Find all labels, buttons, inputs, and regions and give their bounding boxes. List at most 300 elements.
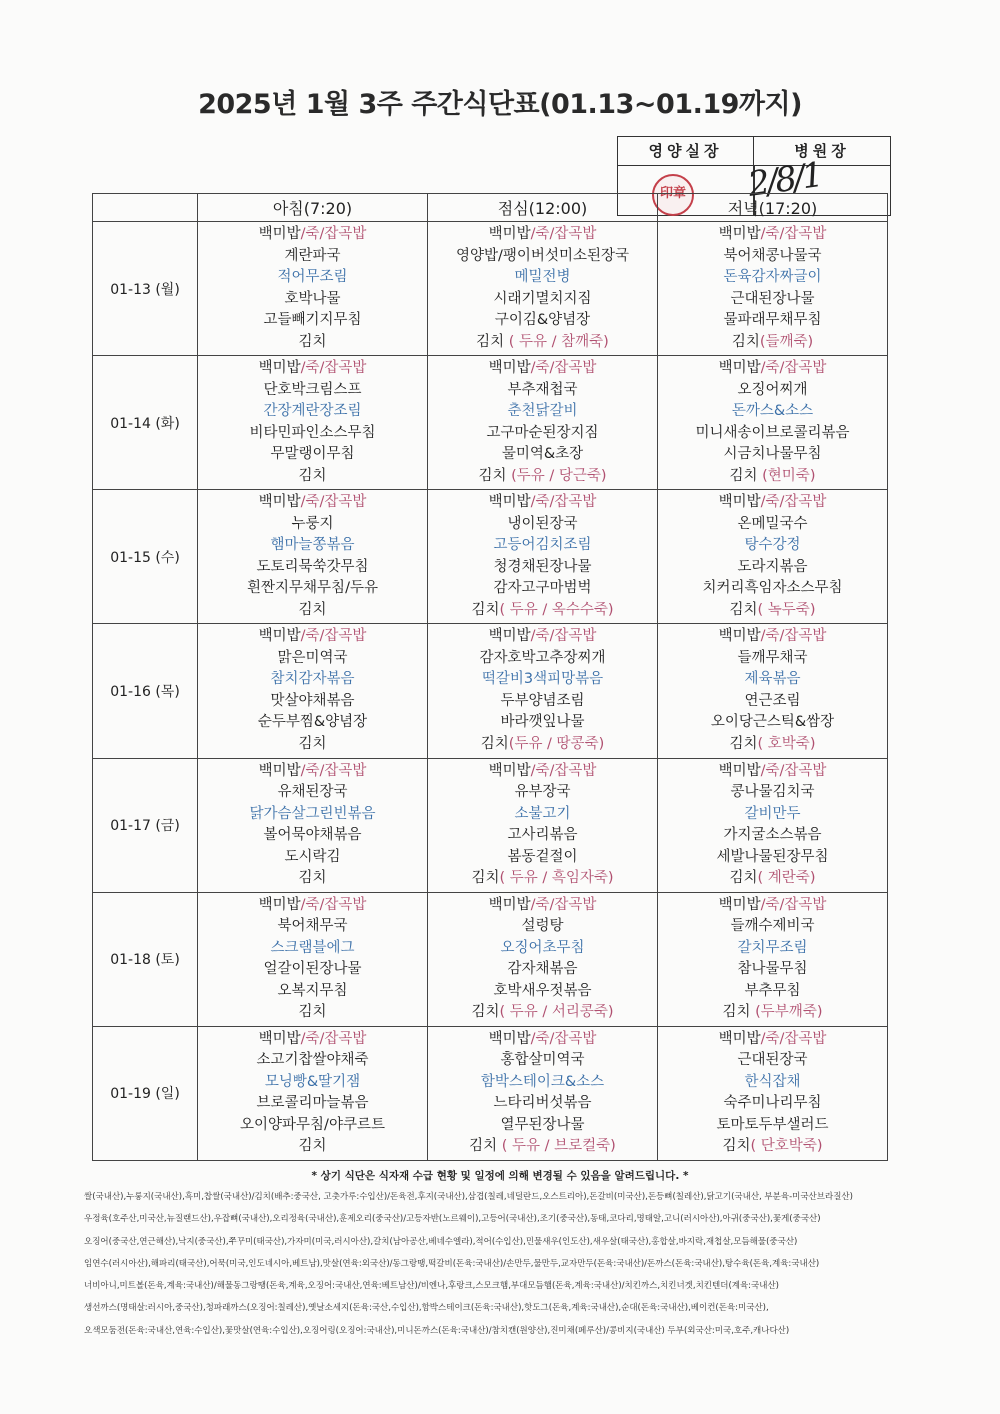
main-dish xyxy=(658,669,887,691)
dish-item xyxy=(428,423,657,445)
main-dish xyxy=(428,267,657,289)
dish-item xyxy=(198,1002,427,1024)
side-porridge: ( 두유 / 참깨죽) xyxy=(504,333,609,350)
main-dish xyxy=(658,267,887,289)
dish-item xyxy=(658,691,887,713)
dish-name: 고들빼기지무침 xyxy=(263,312,362,329)
dish-item xyxy=(658,423,887,445)
dinner-cell xyxy=(658,758,888,892)
dish-name: 비타민파인소스무침 xyxy=(249,424,376,441)
dish-name: 콩나물김치국 xyxy=(730,784,815,801)
main-dish xyxy=(428,804,657,826)
dish-item xyxy=(658,734,887,756)
main-dish xyxy=(428,669,657,691)
dish-item xyxy=(198,1093,427,1115)
rice-alternatives: /죽/잡곡밥 xyxy=(530,494,597,511)
dish-item xyxy=(198,380,427,402)
dish-name: 감자고구마범벅 xyxy=(493,580,592,597)
dish-item xyxy=(198,1050,427,1072)
rice-line xyxy=(428,224,657,246)
dish-item xyxy=(428,712,657,734)
main-dish xyxy=(428,938,657,960)
breakfast-cell xyxy=(198,624,428,758)
rice-alternatives: /죽/잡곡밥 xyxy=(760,896,827,913)
director-label: 병원장 xyxy=(754,137,890,166)
rice-line xyxy=(428,626,657,648)
rice-base: 백미밥 xyxy=(718,628,761,645)
day-date: 01-18 (토) xyxy=(93,892,198,1026)
dinner-cell xyxy=(658,892,888,1026)
main-dish xyxy=(658,401,887,423)
dish-item xyxy=(428,557,657,579)
dish-name: 홍합살미역국 xyxy=(500,1052,585,1069)
breakfast-header: 아침(7:20) xyxy=(198,194,428,222)
dish-name: 김치 xyxy=(722,1138,751,1155)
main-dish xyxy=(198,938,427,960)
origin-line: 쌀(국내산),누룽지(국내산),흑미,찹쌀(국내산)/김치(배추:중국산, 고춧가루:수입산)/돈육전,후지(국내산),삼겹(칠레,네덜란드,오스트리아),돈갈비(미국산),돈등뼈(칠레산),닭고기(국내산, 부분육-미국산브라질산) xyxy=(84,1192,853,1202)
lunch-cell xyxy=(428,356,658,490)
lunch-cell xyxy=(428,892,658,1026)
dish-name: 근대된장나물 xyxy=(730,290,815,307)
breakfast-cell xyxy=(198,1026,428,1160)
dish-item xyxy=(428,691,657,713)
side-porridge: (두유 / 땅콩죽) xyxy=(508,735,605,752)
rice-base: 백미밥 xyxy=(488,226,531,243)
dish-name: 떡갈비3색피망볶음 xyxy=(481,671,604,688)
day-row xyxy=(93,758,888,892)
rice-line xyxy=(428,761,657,783)
rice-base: 백미밥 xyxy=(718,226,761,243)
dish-item xyxy=(658,782,887,804)
dish-name: 온메밀국수 xyxy=(737,515,808,532)
dish-name: 느타리버섯볶음 xyxy=(493,1095,592,1112)
dish-name: 들깨무채국 xyxy=(737,649,808,666)
dish-name: 오이당근스틱&쌈장 xyxy=(710,714,835,731)
dish-name: 소고기찹쌀야채죽 xyxy=(256,1052,369,1069)
dish-name: 구이김&양념장 xyxy=(494,312,591,329)
dish-name: 김치 xyxy=(469,1138,498,1155)
day-row xyxy=(93,1026,888,1160)
dish-name: 고등어김치조림 xyxy=(493,537,592,554)
rice-alternatives: /죽/잡곡밥 xyxy=(530,896,597,913)
dish-name: 김치 xyxy=(729,735,758,752)
dish-name: 간장계란장조림 xyxy=(263,403,362,420)
dietitian-seal: 印章 xyxy=(652,174,694,216)
dish-item xyxy=(658,916,887,938)
main-dish xyxy=(428,401,657,423)
dish-item xyxy=(198,466,427,488)
day-row xyxy=(93,356,888,490)
dish-item xyxy=(658,847,887,869)
dish-item xyxy=(658,332,887,354)
rice-base: 백미밥 xyxy=(258,628,301,645)
dish-name: 오복지무침 xyxy=(277,982,348,999)
dish-item xyxy=(658,289,887,311)
dish-name: 김치 xyxy=(298,601,327,618)
dish-item xyxy=(658,1050,887,1072)
dish-name: 돈육감자짜글이 xyxy=(723,269,822,286)
rice-line xyxy=(198,895,427,917)
dish-name: 무말랭이무침 xyxy=(270,446,355,463)
dish-name: 냉이된장국 xyxy=(507,515,578,532)
dish-name: 열무된장나물 xyxy=(500,1116,585,1133)
origin-line: 오징어(중국산,연근해산),낙지(중국산),쭈꾸미(태국산),가자미(미국,러시아산),갈치(남아공산,베네수엘라),적어(수입산),민물새우(인도산),새우살(태국산),홍합살,바지락,재첩살,모듬해물(중국산) xyxy=(84,1236,798,1247)
dish-item xyxy=(198,310,427,332)
main-dish xyxy=(198,535,427,557)
dish-item xyxy=(428,444,657,466)
dish-item xyxy=(198,734,427,756)
dinner-cell xyxy=(658,222,888,356)
rice-alternatives: /죽/잡곡밥 xyxy=(760,628,827,645)
rice-base: 백미밥 xyxy=(258,1030,301,1047)
dish-item xyxy=(658,1093,887,1115)
dish-name: 감자채볶음 xyxy=(507,961,578,978)
dish-name: 북어채무국 xyxy=(277,918,348,935)
dish-item xyxy=(428,825,657,847)
dish-item xyxy=(658,444,887,466)
rice-line xyxy=(428,895,657,917)
side-porridge: ( 단호박죽) xyxy=(750,1138,823,1155)
rice-base: 백미밥 xyxy=(258,762,301,779)
origin-info xyxy=(84,1186,874,1342)
dish-item xyxy=(198,825,427,847)
rice-alternatives: /죽/잡곡밥 xyxy=(760,494,827,511)
dish-name: 탕수강정 xyxy=(744,537,801,554)
dish-name: 유부장국 xyxy=(514,784,571,801)
dish-name: 갈치무조림 xyxy=(737,939,808,956)
dish-item xyxy=(198,332,427,354)
main-dish xyxy=(198,1072,427,1094)
lunch-cell xyxy=(428,1026,658,1160)
director-signature: 2/8/1 xyxy=(745,155,824,205)
dish-item xyxy=(658,868,887,890)
dish-item xyxy=(658,712,887,734)
dish-name: 치커리흑임자소스무침 xyxy=(702,580,843,597)
side-porridge: (두유 / 당근죽) xyxy=(506,467,607,484)
dish-item xyxy=(198,959,427,981)
origin-line: 임연수(러시아산),해파리(태국산),어묵(미국,인도네시아,베트남),맛살(연육:외국산)/동그랑땡,떡갈비(돈육:국내산)/손만두,물만두,교자만두(돈육:국내산)/돈까스(돈육:국내산),탕수육(돈육,계육:국내산) xyxy=(84,1258,820,1269)
dish-name: 김치 xyxy=(471,601,500,618)
dish-name: 적어무조림 xyxy=(277,269,348,286)
breakfast-cell xyxy=(198,222,428,356)
main-dish xyxy=(658,535,887,557)
day-date: 01-14 (화) xyxy=(93,356,198,490)
dish-name: 도라지볶음 xyxy=(737,558,808,575)
dish-item xyxy=(428,600,657,622)
dish-name: 가지굴소스볶음 xyxy=(723,827,822,844)
side-porridge: (두부깨죽) xyxy=(750,1004,823,1021)
dish-name: 감자호박고추장찌개 xyxy=(479,649,606,666)
rice-base: 백미밥 xyxy=(258,360,301,377)
dish-name: 김치 xyxy=(478,467,507,484)
dish-name: 흰짠지무채무침/두유 xyxy=(247,580,378,597)
dish-name: 호박새우젓볶음 xyxy=(493,982,592,999)
rice-line xyxy=(658,761,887,783)
day-row xyxy=(93,892,888,1026)
dish-item xyxy=(658,466,887,488)
origin-line: 생선까스(명태살:러시아,중국산),청파래까스(오징어:칠레산),옛날소세지(돈육:국산,수입산),함박스테이크(돈육:국내산),핫도그(돈육,계육:국내산),순대(돈육:국내산),베이컨(돈육:미국산), xyxy=(84,1303,769,1314)
dish-name: 근대된장국 xyxy=(737,1052,808,1069)
dish-name: 시래기멸치지짐 xyxy=(493,290,592,307)
dish-item xyxy=(198,600,427,622)
day-row xyxy=(93,222,888,356)
dish-name: 햄마늘쫑볶음 xyxy=(270,537,355,554)
dish-name: 메밀전병 xyxy=(514,269,571,286)
dish-item xyxy=(428,1002,657,1024)
rice-alternatives: /죽/잡곡밥 xyxy=(760,1030,827,1047)
dish-item xyxy=(428,847,657,869)
dish-item xyxy=(198,712,427,734)
day-row xyxy=(93,624,888,758)
dish-name: 김치 xyxy=(298,1138,327,1155)
rice-line xyxy=(428,1029,657,1051)
dish-name: 참나물무침 xyxy=(737,961,808,978)
dish-name: 소불고기 xyxy=(514,805,571,822)
dish-name: 김치 xyxy=(298,870,327,887)
dish-name: 김치 xyxy=(298,467,327,484)
dinner-cell xyxy=(658,356,888,490)
dish-item xyxy=(658,380,887,402)
rice-line xyxy=(658,492,887,514)
dish-name: 맛살야채볶음 xyxy=(270,692,355,709)
dish-item xyxy=(428,514,657,536)
dish-item xyxy=(658,514,887,536)
dish-name: 제육볶음 xyxy=(744,671,801,688)
rice-line xyxy=(658,224,887,246)
dish-item xyxy=(198,868,427,890)
dish-item xyxy=(198,423,427,445)
dish-name: 부추무침 xyxy=(744,982,801,999)
dish-item xyxy=(658,825,887,847)
dish-name: 김치 xyxy=(731,333,760,350)
rice-base: 백미밥 xyxy=(488,494,531,511)
dish-item xyxy=(428,959,657,981)
rice-alternatives: /죽/잡곡밥 xyxy=(760,226,827,243)
dish-name: 김치 xyxy=(471,1004,500,1021)
rice-base: 백미밥 xyxy=(718,896,761,913)
main-dish xyxy=(198,804,427,826)
dish-item xyxy=(198,444,427,466)
dish-name: 오이양파무침/야쿠르트 xyxy=(240,1116,385,1133)
dish-name: 영양밥/팽이버섯미소된장국 xyxy=(456,247,629,264)
dish-name: 봄동겉절이 xyxy=(507,848,578,865)
dish-item xyxy=(658,1136,887,1158)
rice-alternatives: /죽/잡곡밥 xyxy=(530,360,597,377)
dish-name: 춘천닭갈비 xyxy=(507,403,578,420)
dish-name: 돈까스&소스 xyxy=(731,403,814,420)
dish-name: 김치 xyxy=(476,333,505,350)
dish-name: 닭가슴살그린빈볶음 xyxy=(249,805,376,822)
dish-name: 스크램블에그 xyxy=(270,939,355,956)
rice-base: 백미밥 xyxy=(718,494,761,511)
rice-base: 백미밥 xyxy=(718,360,761,377)
rice-line xyxy=(198,358,427,380)
dish-item xyxy=(198,691,427,713)
dish-item xyxy=(428,648,657,670)
lunch-cell xyxy=(428,624,658,758)
rice-base: 백미밥 xyxy=(488,360,531,377)
rice-alternatives: /죽/잡곡밥 xyxy=(530,762,597,779)
rice-base: 백미밥 xyxy=(488,896,531,913)
main-dish xyxy=(428,1072,657,1094)
dinner-cell xyxy=(658,624,888,758)
dish-item xyxy=(198,514,427,536)
dish-item xyxy=(428,868,657,890)
rice-base: 백미밥 xyxy=(258,896,301,913)
dish-item xyxy=(428,916,657,938)
side-porridge: ( 두유 / 서리콩죽) xyxy=(499,1004,614,1021)
rice-line xyxy=(428,358,657,380)
rice-alternatives: /죽/잡곡밥 xyxy=(300,226,367,243)
rice-base: 백미밥 xyxy=(258,226,301,243)
side-porridge: ( 두유 / 옥수수죽) xyxy=(499,601,614,618)
dish-name: 유채된장국 xyxy=(277,784,348,801)
dish-name: 고구마순된장지짐 xyxy=(486,424,599,441)
dish-item xyxy=(658,1002,887,1024)
dish-item xyxy=(198,916,427,938)
dish-item xyxy=(428,782,657,804)
dish-name: 시금치나물무침 xyxy=(723,446,822,463)
dish-item xyxy=(198,648,427,670)
dish-item xyxy=(658,959,887,981)
main-dish xyxy=(198,669,427,691)
dish-item xyxy=(428,981,657,1003)
dish-item xyxy=(428,332,657,354)
day-date: 01-16 (목) xyxy=(93,624,198,758)
dish-item xyxy=(428,289,657,311)
breakfast-cell xyxy=(198,490,428,624)
dish-item xyxy=(428,734,657,756)
lunch-cell xyxy=(428,490,658,624)
dish-name: 김치 xyxy=(298,1004,327,1021)
origin-line: 오색모둠전(돈육:국내산,연육:수입산),꽃맛살(연육:수입산),오징어링(오징어:국내산),미니돈까스(돈육:국내산)/참치캔(원양산),진미채(페루산)/콩비지(국내산) 두부(외국산:미국,호주,캐나다산) xyxy=(84,1325,790,1336)
breakfast-cell xyxy=(198,356,428,490)
dish-name: 볼어묵야채볶음 xyxy=(263,827,362,844)
main-dish xyxy=(428,535,657,557)
main-dish xyxy=(658,938,887,960)
dish-name: 고사리볶음 xyxy=(507,827,578,844)
side-porridge: ( 계란죽) xyxy=(757,870,816,887)
rice-alternatives: /죽/잡곡밥 xyxy=(760,762,827,779)
weekly-menu-table xyxy=(92,193,888,1161)
main-dish xyxy=(198,267,427,289)
dish-name: 들깨수제비국 xyxy=(730,918,815,935)
rice-line xyxy=(658,1029,887,1051)
dish-item xyxy=(428,1115,657,1137)
dish-name: 북어채콩나물국 xyxy=(723,247,822,264)
dish-item xyxy=(428,1093,657,1115)
dish-name: 누룽지 xyxy=(291,515,334,532)
dinner-cell xyxy=(658,1026,888,1160)
rice-line xyxy=(658,358,887,380)
dish-item xyxy=(198,289,427,311)
rice-line xyxy=(658,626,887,648)
dish-item xyxy=(658,648,887,670)
rice-base: 백미밥 xyxy=(488,628,531,645)
day-date: 01-17 (금) xyxy=(93,758,198,892)
side-porridge: ( 두유 / 브로컬죽) xyxy=(497,1138,616,1155)
dish-name: 김치 xyxy=(471,870,500,887)
rice-line xyxy=(198,761,427,783)
dish-item xyxy=(428,578,657,600)
rice-base: 백미밥 xyxy=(718,1030,761,1047)
dish-item xyxy=(428,310,657,332)
dinner-cell xyxy=(658,490,888,624)
rice-alternatives: /죽/잡곡밥 xyxy=(530,628,597,645)
dish-name: 오징어초무침 xyxy=(500,939,585,956)
rice-line xyxy=(428,492,657,514)
dish-name: 모닝빵&딸기잼 xyxy=(264,1073,361,1090)
dish-name: 브로콜리마늘볶음 xyxy=(256,1095,369,1112)
dish-name: 김치 xyxy=(298,333,327,350)
dietitian-label: 영양실장 xyxy=(618,137,754,166)
rice-alternatives: /죽/잡곡밥 xyxy=(530,226,597,243)
main-dish xyxy=(198,401,427,423)
day-date: 01-15 (수) xyxy=(93,490,198,624)
dish-name: 부추재첩국 xyxy=(507,381,578,398)
rice-base: 백미밥 xyxy=(258,494,301,511)
origin-line: 너비아니,미트볼(돈육,계육:국내산)/해물동그랑땡(돈육,계육,오징어:국내산,연육:베트남산)/비엔나,후랑크,스모크햄,부대모듬햄(돈육,계육:국내산)/치킨까스,치킨너겟,치킨텐더(계육:국내산) xyxy=(84,1281,779,1292)
rice-alternatives: /죽/잡곡밥 xyxy=(530,1030,597,1047)
dish-name: 순두부찜&양념장 xyxy=(257,714,368,731)
dish-item xyxy=(198,557,427,579)
date-header xyxy=(93,194,198,222)
dish-item xyxy=(198,1115,427,1137)
rice-alternatives: /죽/잡곡밥 xyxy=(760,360,827,377)
rice-alternatives: /죽/잡곡밥 xyxy=(300,628,367,645)
dish-item xyxy=(428,466,657,488)
dish-item xyxy=(428,1136,657,1158)
rice-alternatives: /죽/잡곡밥 xyxy=(300,762,367,779)
rice-base: 백미밥 xyxy=(488,1030,531,1047)
dish-name: 미니새송이브로콜리볶음 xyxy=(695,424,850,441)
dish-name: 김치 xyxy=(722,1004,751,1021)
dish-name: 연근조림 xyxy=(744,692,801,709)
dish-name: 얼갈이된장나물 xyxy=(263,961,362,978)
side-porridge: ( 호박죽) xyxy=(757,735,816,752)
dish-item xyxy=(198,981,427,1003)
rice-line xyxy=(198,224,427,246)
dish-name: 호박나물 xyxy=(284,290,341,307)
side-porridge: ( 두유 / 흑임자죽) xyxy=(499,870,614,887)
breakfast-cell xyxy=(198,892,428,1026)
side-porridge: (현미죽) xyxy=(757,467,816,484)
dish-name: 토마토두부샐러드 xyxy=(716,1116,829,1133)
dish-item xyxy=(198,847,427,869)
dish-item xyxy=(658,557,887,579)
dish-name: 김치 xyxy=(729,467,758,484)
dish-name: 오징어찌개 xyxy=(737,381,808,398)
dinner-header: 저녁(17:20) xyxy=(658,194,888,222)
dish-name: 숙주미나리무침 xyxy=(723,1095,822,1112)
dish-name: 맑은미역국 xyxy=(277,649,348,666)
side-porridge: (들깨죽) xyxy=(759,333,814,350)
dish-name: 김치 xyxy=(729,870,758,887)
rice-line xyxy=(658,895,887,917)
rice-base: 백미밥 xyxy=(718,762,761,779)
dish-name: 청경채된장나물 xyxy=(493,558,592,575)
dish-item xyxy=(428,246,657,268)
main-dish xyxy=(658,804,887,826)
main-dish xyxy=(658,1072,887,1094)
rice-line xyxy=(198,492,427,514)
dish-name: 단호박크림스프 xyxy=(263,381,362,398)
dish-name: 김치 xyxy=(729,601,758,618)
dish-name: 물파래무채무침 xyxy=(723,312,822,329)
origin-line: 우정육(호주산,미국산,뉴질랜드산),우잡뼈(국내산),오리정육(국내산),훈제오리(중국산)/고등자반(노르웨이),고등어(국내산),조기(중국산),동태,코다리,명태알,고니(러시아산),아귀(중국산),꽃게(중국산) xyxy=(84,1214,821,1225)
dish-name: 도토리묵쑥갓무침 xyxy=(256,558,369,575)
menu-body xyxy=(93,222,888,1161)
